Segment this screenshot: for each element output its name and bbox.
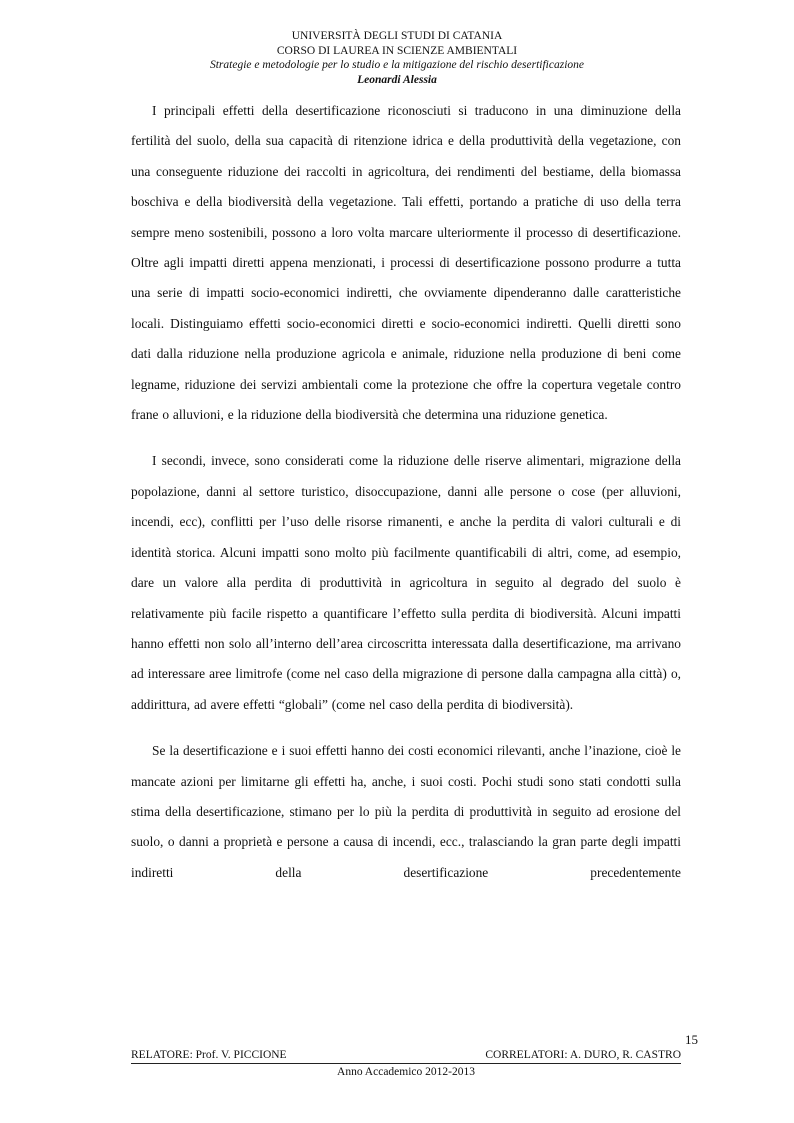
footer-relatore: RELATORE: Prof. V. PICCIONE — [131, 1049, 287, 1061]
header-university: UNIVERSITÀ DEGLI STUDI DI CATANIA — [291, 30, 503, 42]
header-author: Leonardi Alessia — [357, 73, 437, 86]
header-thesis-title: Strategie e metodologie per lo studio e la mitigazione del rischio desertificazione — [209, 59, 584, 71]
paragraph-1: I principali effetti della desertificazione riconosciuti si traducono in una diminuzione della fertilità del suolo, della sua capacità di ritenzione idrica e della produttività della vegetazione, con una conseguente riduzione dei raccolti in agricoltura, dei rendimenti del bestiame, della biomassa boschiva e della biodiversità della vegetazione. Tali effetti, portando a pratiche di uso della terra sempre meno sostenibili, possono a loro volta marcare ulteriormente il processo di desertificazione. Oltre agli impatti diretti appena menzionati, i processi di desertificazione possono produrre a tutta una serie di impatti socio-economici indiretti, che ovviamente dipenderanno dalle caratteristiche locali. Distinguiamo effetti socio-economici diretti e socio-economici indiretti. Quelli diretti sono dati dalla riduzione nella produzione agricola e animale, riduzione nella produzione di beni come legname, riduzione dei servizi ambientali come la protezione che offre la copertura vegetale contro frane o alluvioni, e la riduzione della biodiversità che determina una riduzione genetica. — [131, 103, 681, 423]
header-course: CORSO DI LAUREA IN SCIENZE AMBIENTALI — [276, 44, 518, 57]
page-header — [0, 29, 794, 87]
body-text — [131, 96, 681, 888]
footer-correlatori: CORRELATORI: A. DURO, R. CASTRO — [485, 1049, 681, 1061]
page-footer — [131, 1048, 681, 1079]
paragraph-3: Se la desertificazione e i suoi effetti hanno dei costi economici rilevanti, anche l’inazione, cioè le mancate azioni per limitarne gli effetti ha, anche, i suoi costi. Pochi studi sono stati condotti sulla stima della desertificazione, stimano per lo più la perdita di produttività in seguito ad erosione del suolo, o danni a proprietà e persone a causa di incendi, ecc., tralasciando la gran parte degli impatti indiretti della desertificazione precedentemente — [131, 743, 681, 880]
paragraph-2: I secondi, invece, sono considerati come la riduzione delle riserve alimentari, migrazione della popolazione, danni al settore turistico, disoccupazione, danni alle persone o cose (per alluvioni, incendi, ecc), conflitti per l’uso delle risorse rimanenti, e anche la perdita di valori culturali e di identità storica. Alcuni impatti sono molto più facilmente quantificabili di altri, come, ad esempio, dare un valore alla perdita di produttività in agricoltura in seguito al degrado del suolo è relativamente più facile rispetto a quantificare l’effetto sulla perdita di biodiversità. Alcuni impatti hanno effetti non solo all’interno dell’area circoscritta interessata dalla desertificazione, ma arrivano ad interessare aree limitrofe (come nel caso della migrazione di persone dalla campagna alla città) o, addirittura, ad avere effetti “globali” (come nel caso della perdita di biodiversità). — [131, 453, 681, 712]
footer-row — [131, 1048, 681, 1064]
footer-academic-year: Anno Accademico 2012-2013 — [337, 1066, 475, 1078]
page-number: 15 — [685, 1032, 698, 1047]
